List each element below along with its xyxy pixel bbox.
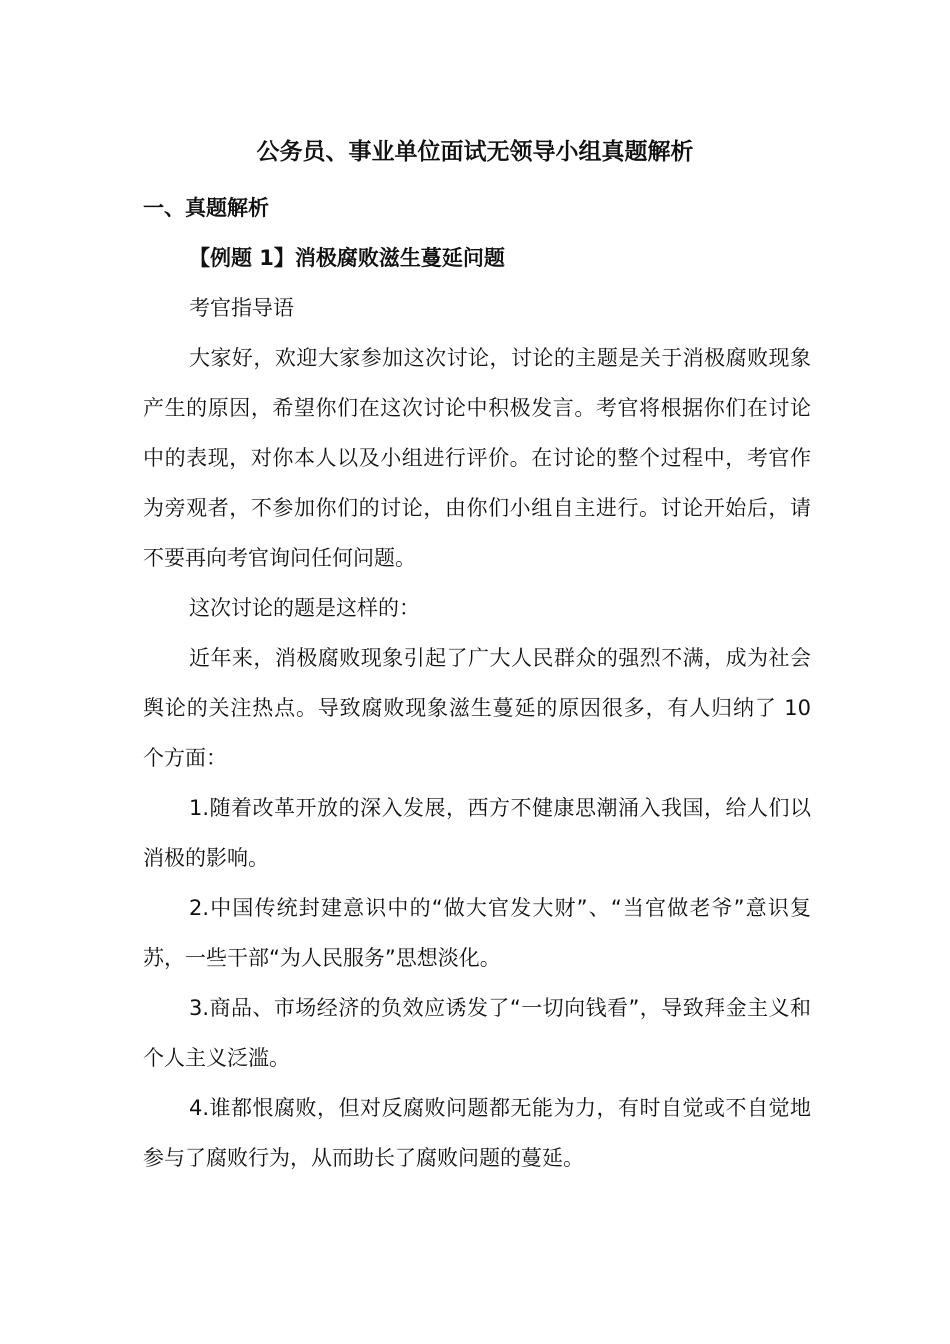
list-item-1: 1.随着改革开放的深入发展，西方不健康思潮涌入我国，给人们以消极的影响。: [143, 796, 811, 870]
document-title: 公务员、事业单位面试无领导小组真题解析: [256, 139, 694, 165]
guide-label: 考官指导语: [189, 296, 294, 320]
example-heading: 【例题 1】消极腐败滋生蔓延问题: [189, 246, 505, 270]
document-body: [143, 183, 811, 1183]
list-item-4: 4.谁都恨腐败，但对反腐败问题都无能为力，有时自觉或不自觉地参与了腐败行为，从而助长了腐败问题的蔓延。: [143, 1096, 811, 1170]
paragraph-intro: 大家好，欢迎大家参加这次讨论，讨论的主题是关于消极腐败现象产生的原因，希望你们在这次讨论中积极发言。考官将根据你们在讨论中的表现，对你本人以及小组进行评价。在讨论的整个过程中，考官作为旁观者，不参加你们的讨论，由你们小组自主进行。讨论开始后，请不要再向考官询问任何问题。: [143, 346, 811, 570]
paragraph-question-lead: 这次讨论的题是这样的：: [189, 596, 420, 620]
section-heading: 一、真题解析: [143, 196, 269, 220]
list-item-2: 2.中国传统封建意识中的“做大官发大财”、“当官做老爷”意识复苏，一些干部“为人民服务”思想淡化。: [143, 896, 811, 970]
list-item-3: 3.商品、市场经济的负效应诱发了“一切向钱看”，导致拜金主义和个人主义泛滥。: [143, 996, 811, 1070]
paragraph-background: 近年来，消极腐败现象引起了广大人民群众的强烈不满，成为社会舆论的关注热点。导致腐败现象滋生蔓延的原因很多，有人归纳了 10 个方面：: [143, 646, 811, 770]
